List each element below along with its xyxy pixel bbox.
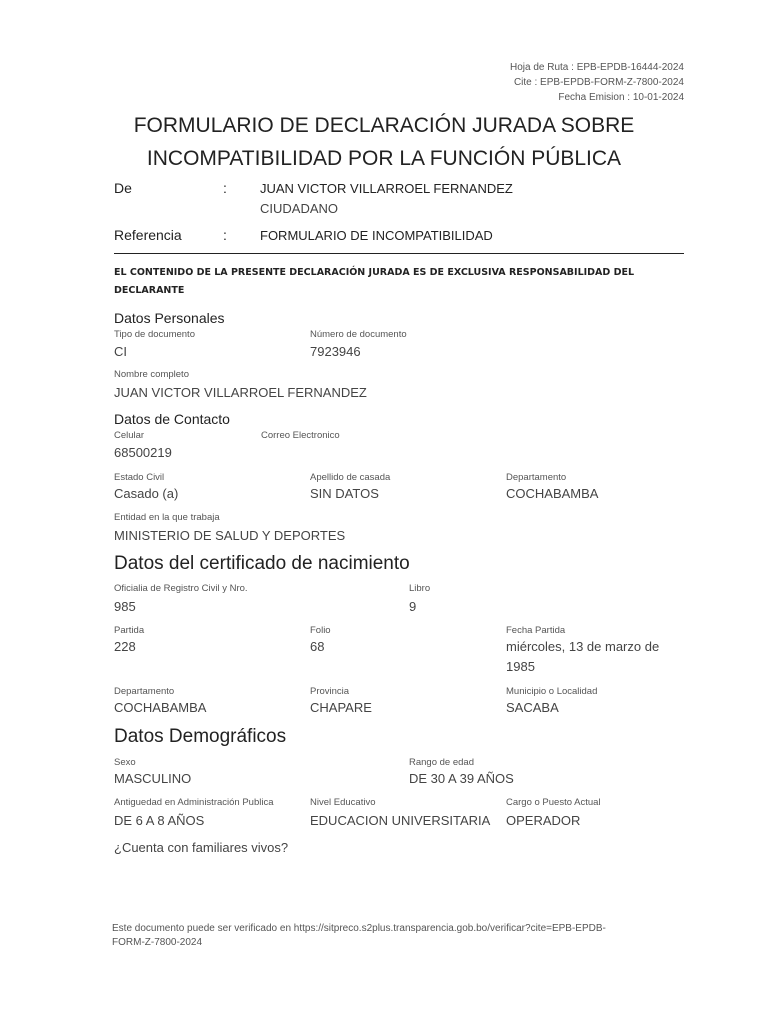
section-datos-contacto: Datos de Contacto	[114, 411, 230, 427]
sexo-value: MASCULINO	[114, 771, 192, 786]
provincia-label: Provincia	[310, 686, 350, 697]
apellido-casada-value: SIN DATOS	[310, 486, 379, 501]
provincia-value: CHAPARE	[310, 700, 372, 715]
fecha-emision: Fecha Emision : 10-01-2024	[558, 92, 684, 103]
libro-value: 9	[409, 599, 417, 614]
antiguedad-label: Antiguedad en Administración Publica	[114, 797, 274, 808]
rango-edad-label: Rango de edad	[409, 757, 474, 768]
document-title	[84, 109, 684, 175]
libro-label: Libro	[409, 583, 431, 594]
departamento-nacimiento-label: Departamento	[114, 686, 175, 697]
tipo-documento-label: Tipo de documento	[114, 329, 195, 340]
numero-documento-value: 7923946	[310, 344, 361, 359]
nombre-completo-label: Nombre completo	[114, 369, 189, 380]
estado-civil-value: Casado (a)	[114, 486, 179, 501]
celular-label: Celular	[114, 430, 145, 441]
folio-label: Folio	[310, 625, 331, 636]
verification-footer: Este documento puede ser verificado en https://sitpreco.s2plus.transparencia.gob.bo/verificar?cite=EPB-EPDB-FORM-Z-7800-2024	[112, 923, 606, 948]
partida-value: 228	[114, 639, 136, 654]
section-datos-personales: Datos Personales	[114, 310, 225, 326]
municipio-label: Municipio o Localidad	[506, 686, 598, 697]
nivel-educativo-value: EDUCACION UNIVERSITARIA	[310, 813, 491, 828]
departamento-contacto-label: Departamento	[506, 472, 567, 483]
title-line-1: FORMULARIO DE DECLARACIÓN JURADA SOBRE	[133, 114, 635, 137]
oficialia-value: 985	[114, 599, 136, 614]
antiguedad-value: DE 6 A 8 AÑOS	[114, 813, 205, 828]
familiares-vivos-question: ¿Cuenta con familiares vivos?	[114, 840, 289, 855]
referencia-label: Referencia	[114, 227, 182, 243]
departamento-contacto-value: COCHABAMBA	[506, 486, 599, 501]
cargo-label: Cargo o Puesto Actual	[506, 797, 601, 808]
hoja-de-ruta: Hoja de Ruta : EPB-EPDB-16444-2024	[510, 62, 684, 73]
title-line-2: INCOMPATIBILIDAD POR LA FUNCIÓN PÚBLICA	[146, 147, 622, 170]
referencia-colon: :	[223, 227, 227, 243]
de-sub: CIUDADANO	[260, 201, 339, 216]
disclaimer: EL CONTENIDO DE LA PRESENTE DECLARACIÓN JURADA ES DE EXCLUSIVA RESPONSABILIDAD DEL DECLARANTE	[114, 267, 635, 296]
section-certificado-nacimiento: Datos del certificado de nacimiento	[114, 553, 410, 574]
folio-value: 68	[310, 639, 325, 654]
rango-edad-value: DE 30 A 39 AÑOS	[409, 771, 514, 786]
de-value: JUAN VICTOR VILLARROEL FERNANDEZ	[260, 181, 513, 196]
celular-value: 68500219	[114, 445, 172, 460]
entidad-label: Entidad en la que trabaja	[114, 512, 220, 523]
departamento-nacimiento-value: COCHABAMBA	[114, 700, 207, 715]
document-meta	[510, 60, 684, 105]
section-datos-demograficos: Datos Demográficos	[114, 726, 287, 747]
de-colon: :	[223, 180, 227, 196]
referencia-value: FORMULARIO DE INCOMPATIBILIDAD	[260, 228, 493, 243]
fecha-partida-value: miércoles, 13 de marzo de 1985	[506, 639, 660, 674]
apellido-casada-label: Apellido de casada	[310, 472, 391, 483]
fecha-partida-label: Fecha Partida	[506, 625, 566, 636]
partida-label: Partida	[114, 625, 145, 636]
estado-civil-label: Estado Civil	[114, 472, 165, 483]
nombre-completo-value: JUAN VICTOR VILLARROEL FERNANDEZ	[114, 385, 367, 400]
de-label: De	[114, 180, 132, 196]
municipio-value: SACABA	[506, 700, 559, 715]
tipo-documento-value: CI	[114, 344, 127, 359]
nivel-educativo-label: Nivel Educativo	[310, 797, 376, 808]
entidad-value: MINISTERIO DE SALUD Y DEPORTES	[114, 528, 346, 543]
cite: Cite : EPB-EPDB-FORM-Z-7800-2024	[513, 77, 684, 88]
sexo-label: Sexo	[114, 757, 136, 768]
cargo-value: OPERADOR	[506, 813, 581, 828]
header-divider	[114, 253, 684, 254]
numero-documento-label: Número de documento	[310, 329, 407, 340]
oficialia-label: Oficialia de Registro Civil y Nro.	[114, 583, 248, 594]
correo-label: Correo Electronico	[261, 430, 340, 441]
